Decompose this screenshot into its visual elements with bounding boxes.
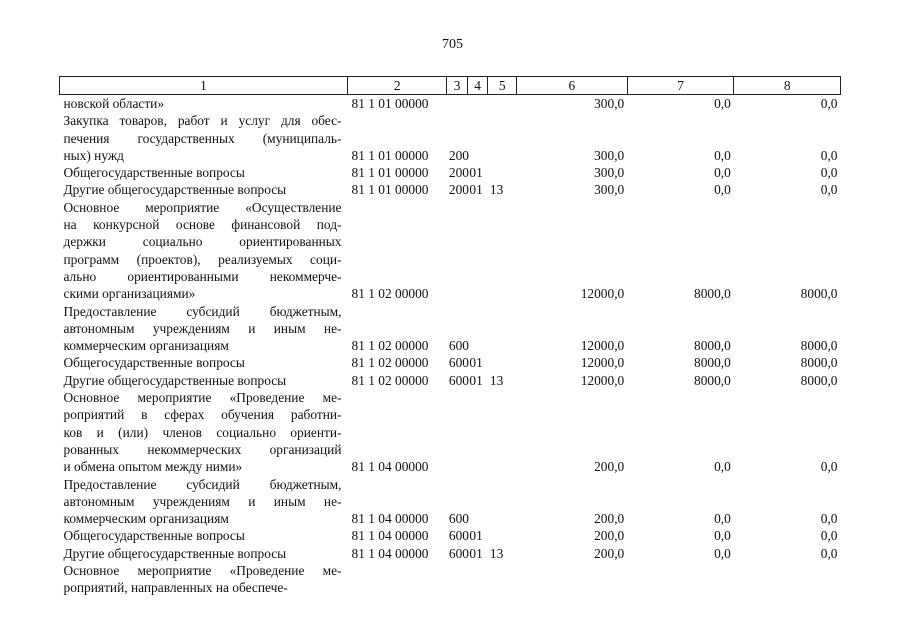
row-name-line: ков и (или) членов социально ориенти- bbox=[63, 424, 342, 440]
subsection-cell: 13 bbox=[489, 182, 504, 198]
row-name-cell bbox=[60, 372, 348, 389]
table-row bbox=[60, 95, 841, 113]
subsection-cell: 13 bbox=[489, 372, 504, 388]
subsection-cell bbox=[488, 476, 517, 528]
row-name-cell bbox=[60, 95, 348, 113]
row-name-line: новской области» bbox=[63, 96, 165, 111]
row-name-line: Предоставление субсидий бюджетным, bbox=[63, 476, 342, 492]
amount-col7-cell: 8000,0 bbox=[694, 286, 731, 302]
section-cell bbox=[467, 476, 487, 528]
subsection-cell bbox=[488, 164, 517, 181]
row-name-line: Предоставление субсидий бюджетным, bbox=[63, 303, 342, 319]
amount-col7-cell: 0,0 bbox=[714, 459, 731, 475]
csr-code-cell: 81 1 01 00000 bbox=[351, 182, 429, 198]
row-name-line: на конкурсной основе финансовой под- bbox=[63, 217, 342, 233]
row-name-cell bbox=[60, 112, 348, 164]
page-number: 705 bbox=[442, 37, 463, 52]
row-name-line: роприятий в сферах обучения работни- bbox=[63, 407, 342, 423]
row-name-cell bbox=[60, 545, 348, 562]
csr-code-cell: 81 1 04 00000 bbox=[351, 459, 429, 475]
column-header: 7 bbox=[627, 77, 734, 95]
amount-col7-cell: 0,0 bbox=[714, 165, 731, 181]
amount-col7-cell: 0,0 bbox=[714, 182, 731, 198]
budget-table bbox=[59, 76, 841, 597]
subsection-cell bbox=[488, 303, 517, 355]
csr-code-cell: 81 1 04 00000 bbox=[351, 545, 429, 561]
subsection-cell bbox=[488, 112, 517, 164]
row-name-line: ных) нужд bbox=[63, 147, 124, 163]
amount-col8-cell: 0,0 bbox=[820, 545, 838, 561]
table-row bbox=[60, 545, 841, 562]
table-body bbox=[60, 95, 841, 597]
row-name-line: и обмена опытом между ними» bbox=[63, 459, 243, 475]
row-name-line: роприятий, направленных на обеспече- bbox=[63, 580, 288, 596]
row-name-line: Основное мероприятие «Осуществление bbox=[63, 199, 342, 215]
expense-type-cell bbox=[447, 389, 467, 475]
amount-col7-cell: 0,0 bbox=[714, 147, 731, 163]
section-cell bbox=[467, 389, 487, 475]
row-name-cell bbox=[60, 476, 348, 528]
subsection-cell bbox=[488, 562, 517, 597]
amount-col8-cell bbox=[734, 562, 841, 597]
csr-code-cell: 81 1 02 00000 bbox=[351, 372, 429, 388]
column-header: 8 bbox=[734, 77, 841, 95]
subsection-cell: 13 bbox=[489, 545, 504, 561]
table-row bbox=[60, 164, 841, 181]
expense-type-cell: 200 bbox=[448, 182, 469, 198]
row-name-cell bbox=[60, 199, 348, 303]
subsection-cell bbox=[488, 95, 517, 113]
table-row bbox=[60, 112, 841, 164]
amount-col7-cell: 8000,0 bbox=[694, 372, 731, 388]
section-cell: 01 bbox=[469, 182, 483, 198]
section-cell: 01 bbox=[469, 165, 483, 181]
amount-col6-cell: 200,0 bbox=[594, 528, 625, 544]
expense-type-cell: 200 bbox=[448, 147, 469, 163]
section-cell bbox=[467, 199, 487, 303]
amount-col8-cell: 0,0 bbox=[820, 528, 838, 544]
amount-col6-cell: 200,0 bbox=[594, 545, 625, 561]
expense-type-cell: 600 bbox=[448, 372, 469, 388]
row-name-cell bbox=[60, 354, 348, 371]
row-name-line: автономным учреждениям и иным не- bbox=[63, 493, 342, 509]
amount-col6-cell: 200,0 bbox=[594, 511, 625, 527]
row-name-line: коммерческим организациям bbox=[63, 338, 229, 354]
amount-col6-cell: 300,0 bbox=[594, 182, 625, 198]
amount-col8-cell: 0,0 bbox=[820, 96, 838, 111]
row-name-line: скими организациями» bbox=[63, 286, 196, 302]
expense-type-cell: 600 bbox=[448, 528, 469, 544]
amount-col6-cell: 12000,0 bbox=[580, 338, 625, 354]
amount-col8-cell: 0,0 bbox=[820, 182, 838, 198]
amount-col8-cell: 8000,0 bbox=[800, 372, 838, 388]
row-name-line: Закупка товаров, работ и услуг для обес- bbox=[63, 113, 342, 129]
row-name-line: ально ориентированными некоммерче- bbox=[63, 268, 342, 284]
expense-type-cell: 600 bbox=[448, 355, 469, 371]
subsection-cell bbox=[488, 199, 517, 303]
table-row bbox=[60, 303, 841, 355]
expense-type-cell: 600 bbox=[448, 545, 469, 561]
csr-code-cell: 81 1 04 00000 bbox=[351, 528, 429, 544]
amount-col7-cell: 8000,0 bbox=[694, 355, 731, 371]
row-name-line: программ (проектов), реализуемых соци- bbox=[63, 251, 342, 267]
row-name-line: Другие общегосударственные вопросы bbox=[63, 545, 287, 561]
row-name-line: держки социально ориентированных bbox=[63, 234, 342, 250]
table-row bbox=[60, 354, 841, 371]
column-header: 1 bbox=[60, 77, 348, 95]
amount-col8-cell: 0,0 bbox=[820, 459, 838, 475]
row-name-line: Другие общегосударственные вопросы bbox=[63, 182, 287, 198]
subsection-cell bbox=[488, 389, 517, 475]
amount-col6-cell: 300,0 bbox=[594, 96, 625, 111]
amount-col7-cell: 8000,0 bbox=[694, 338, 731, 354]
amount-col8-cell: 0,0 bbox=[820, 511, 838, 527]
expense-type-cell: 600 bbox=[448, 338, 469, 354]
amount-col8-cell: 8000,0 bbox=[800, 355, 838, 371]
section-cell bbox=[467, 95, 487, 113]
row-name-line: коммерческим организациям bbox=[63, 511, 229, 527]
amount-col7-cell bbox=[627, 562, 734, 597]
amount-col7-cell: 0,0 bbox=[714, 511, 731, 527]
row-name-line: рованных некоммерческих организаций bbox=[63, 441, 342, 457]
expense-type-cell: 600 bbox=[448, 511, 469, 527]
amount-col6-cell: 12000,0 bbox=[580, 372, 625, 388]
row-name-line: Основное мероприятие «Проведение ме- bbox=[63, 563, 342, 579]
amount-col8-cell: 0,0 bbox=[820, 165, 838, 181]
expense-type-cell bbox=[447, 95, 467, 113]
csr-code-cell: 81 1 01 00000 bbox=[351, 96, 429, 111]
amount-col6-cell bbox=[517, 562, 628, 597]
amount-col7-cell: 0,0 bbox=[714, 545, 731, 561]
section-cell: 01 bbox=[469, 528, 483, 544]
section-cell bbox=[467, 303, 487, 355]
row-name-cell bbox=[60, 181, 348, 198]
row-name-cell bbox=[60, 303, 348, 355]
column-header: 2 bbox=[348, 77, 447, 95]
amount-col7-cell: 0,0 bbox=[714, 528, 731, 544]
csr-code-cell bbox=[348, 562, 447, 597]
row-name-cell bbox=[60, 562, 348, 597]
row-name-line: Общегосударственные вопросы bbox=[63, 528, 245, 544]
table-row bbox=[60, 476, 841, 528]
column-header: 4 bbox=[467, 77, 487, 95]
section-cell: 01 bbox=[469, 355, 483, 371]
row-name-cell bbox=[60, 164, 348, 181]
table-row bbox=[60, 199, 841, 303]
row-name-line: Общегосударственные вопросы bbox=[63, 165, 245, 181]
expense-type-cell bbox=[447, 562, 467, 597]
row-name-line: Общегосударственные вопросы bbox=[63, 355, 245, 371]
amount-col6-cell: 200,0 bbox=[594, 459, 625, 475]
table-row bbox=[60, 181, 841, 198]
subsection-cell bbox=[488, 527, 517, 544]
expense-type-cell: 200 bbox=[448, 165, 469, 181]
amount-col7-cell: 0,0 bbox=[714, 96, 731, 111]
table-row bbox=[60, 527, 841, 544]
column-header: 5 bbox=[488, 77, 517, 95]
amount-col6-cell: 12000,0 bbox=[580, 355, 625, 371]
amount-col6-cell: 12000,0 bbox=[580, 286, 625, 302]
section-cell bbox=[467, 112, 487, 164]
amount-col8-cell: 8000,0 bbox=[800, 286, 838, 302]
row-name-line: Другие общегосударственные вопросы bbox=[63, 372, 287, 388]
csr-code-cell: 81 1 02 00000 bbox=[351, 338, 429, 354]
amount-col6-cell: 300,0 bbox=[594, 165, 625, 181]
column-header: 6 bbox=[517, 77, 628, 95]
amount-col8-cell: 0,0 bbox=[820, 147, 838, 163]
amount-col8-cell: 8000,0 bbox=[800, 338, 838, 354]
table-row bbox=[60, 389, 841, 475]
row-name-line: автономным учреждениям и иным не- bbox=[63, 320, 342, 336]
table-row bbox=[60, 372, 841, 389]
section-cell: 01 bbox=[469, 372, 483, 388]
row-name-cell bbox=[60, 389, 348, 475]
expense-type-cell bbox=[447, 199, 467, 303]
section-cell: 01 bbox=[469, 545, 483, 561]
row-name-cell bbox=[60, 527, 348, 544]
row-name-line: печения государственных (муниципаль- bbox=[63, 130, 342, 146]
column-header: 3 bbox=[447, 77, 467, 95]
amount-col6-cell: 300,0 bbox=[594, 147, 625, 163]
table-header-row bbox=[60, 77, 841, 95]
row-name-line: Основное мероприятие «Проведение ме- bbox=[63, 390, 342, 406]
table-row bbox=[60, 562, 841, 597]
section-cell bbox=[467, 562, 487, 597]
csr-code-cell: 81 1 01 00000 bbox=[351, 165, 429, 181]
csr-code-cell: 81 1 02 00000 bbox=[351, 355, 429, 371]
csr-code-cell: 81 1 02 00000 bbox=[351, 286, 429, 302]
csr-code-cell: 81 1 01 00000 bbox=[351, 147, 429, 163]
csr-code-cell: 81 1 04 00000 bbox=[351, 511, 429, 527]
subsection-cell bbox=[488, 354, 517, 371]
